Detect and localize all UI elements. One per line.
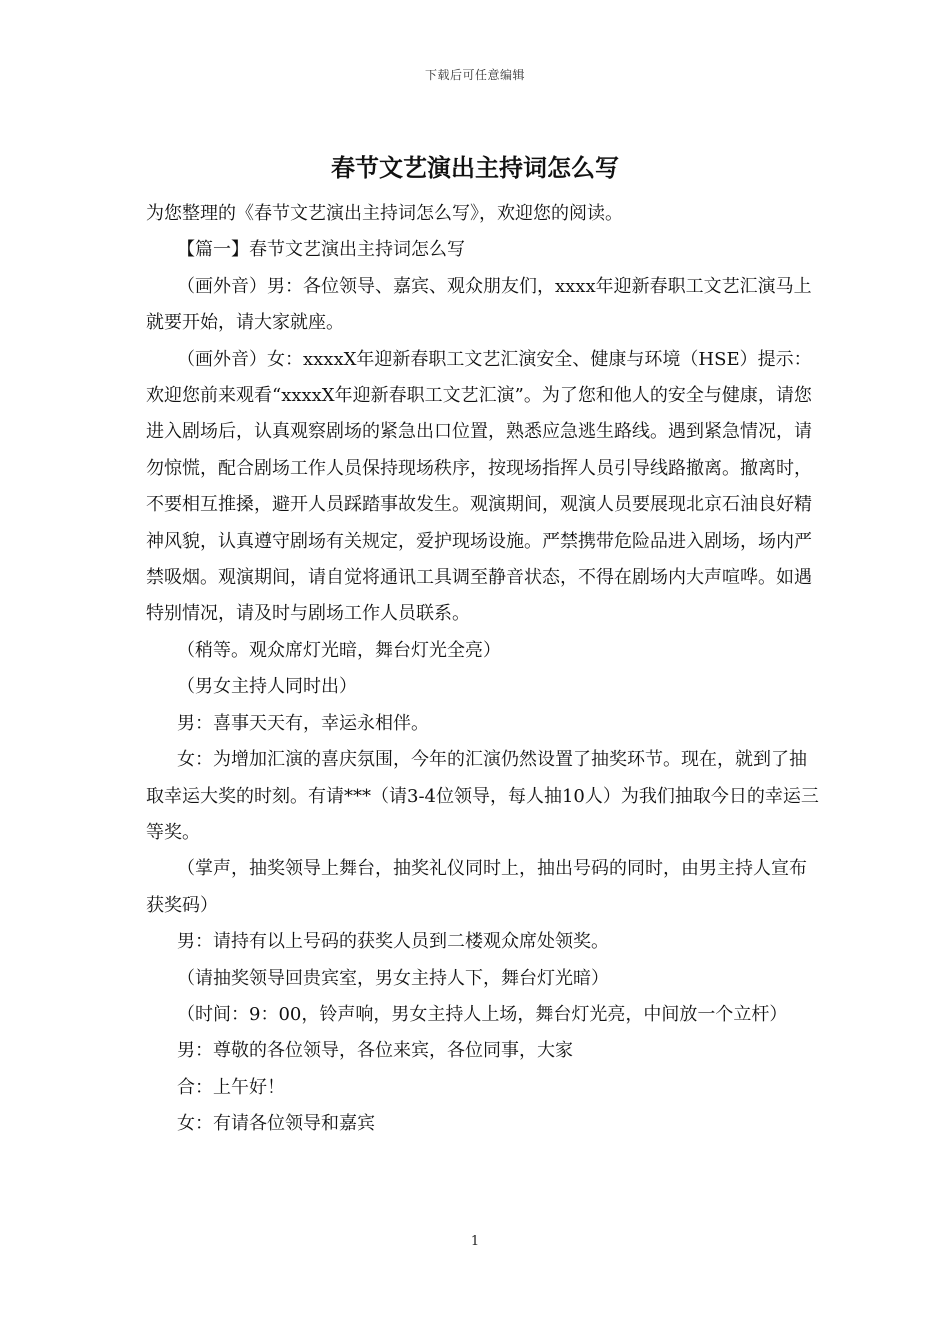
paragraph: 女：有请各位领导和嘉宾 xyxy=(177,1113,375,1135)
document-title: 春节文艺演出主持词怎么写 xyxy=(331,153,619,182)
page-number: 1 xyxy=(470,1234,480,1249)
paragraph: （稍等。观众席灯光暗，舞台灯光全亮） xyxy=(177,639,501,661)
paragraph: 男：请持有以上号码的获奖人员到二楼观众席处领奖。 xyxy=(177,931,609,953)
paragraph-intro: 为您整理的《春节文艺演出主持词怎么写》，欢迎您的阅读。 xyxy=(146,203,623,224)
paragraph: （掌声，抽奖领导上舞台，抽奖礼仪同时上，抽出号码的同时，由男主持人宣布获奖码） xyxy=(146,858,807,916)
paragraph: 合：上午好！ xyxy=(177,1076,285,1098)
document-body xyxy=(146,196,820,1143)
paragraph: 女：为增加汇演的喜庆氛围，今年的汇演仍然设置了抽奖环节。现在，就到了抽取幸运大奖的时刻。有请***（请3-4位领导，每人抽10人）为我们抽取今日的幸运三等奖。 xyxy=(146,749,819,843)
paragraph: （时间：9：00，铃声响，男女主持人上场，舞台灯光亮，中间放一个立杆） xyxy=(177,1003,788,1025)
paragraph: 男：喜事天天有，幸运永相伴。 xyxy=(177,712,429,734)
paragraph: （男女主持人同时出） xyxy=(177,676,357,698)
paragraph-section-heading: 【篇一】春节文艺演出主持词怎么写 xyxy=(177,239,465,261)
header-note: 下载后可任意编辑 xyxy=(424,68,525,82)
paragraph: （请抽奖领导回贵宾室，男女主持人下，舞台灯光暗） xyxy=(177,967,609,989)
paragraph: （画外音）女：xxxxX年迎新春职工文艺汇演安全、健康与环境（HSE）提示：欢迎您前来观看“xxxxX年迎新春职工文艺汇演”。为了您和他人的安全与健康，请您进入剧场后，认真观察剧场的紧急出口位置，熟悉应急逃生路线。遇到紧急情况，请勿惊慌，配合剧场工作人员保持现场秩序，按现场指挥人员引导线路撤离。撤离时，不要相互推搡，避开人员踩踏事故发生。观演期间，观演人员要展现北京石油良好精神风貌，认真遵守剧场有关规定，爱护现场设施。严禁携带危险品进入剧场，场内严禁吸烟。观演期间，请自觉将通讯工具调至静音状态，不得在剧场内大声喧哗。如遇特别情况，请及时与剧场工作人员联系。 xyxy=(146,348,812,625)
paragraph: （画外音）男：各位领导、嘉宾、观众朋友们，xxxx年迎新春职工文艺汇演马上就要开始，请大家就座。 xyxy=(146,275,812,334)
paragraph: 男：尊敬的各位领导，各位来宾，各位同事，大家 xyxy=(177,1040,573,1062)
